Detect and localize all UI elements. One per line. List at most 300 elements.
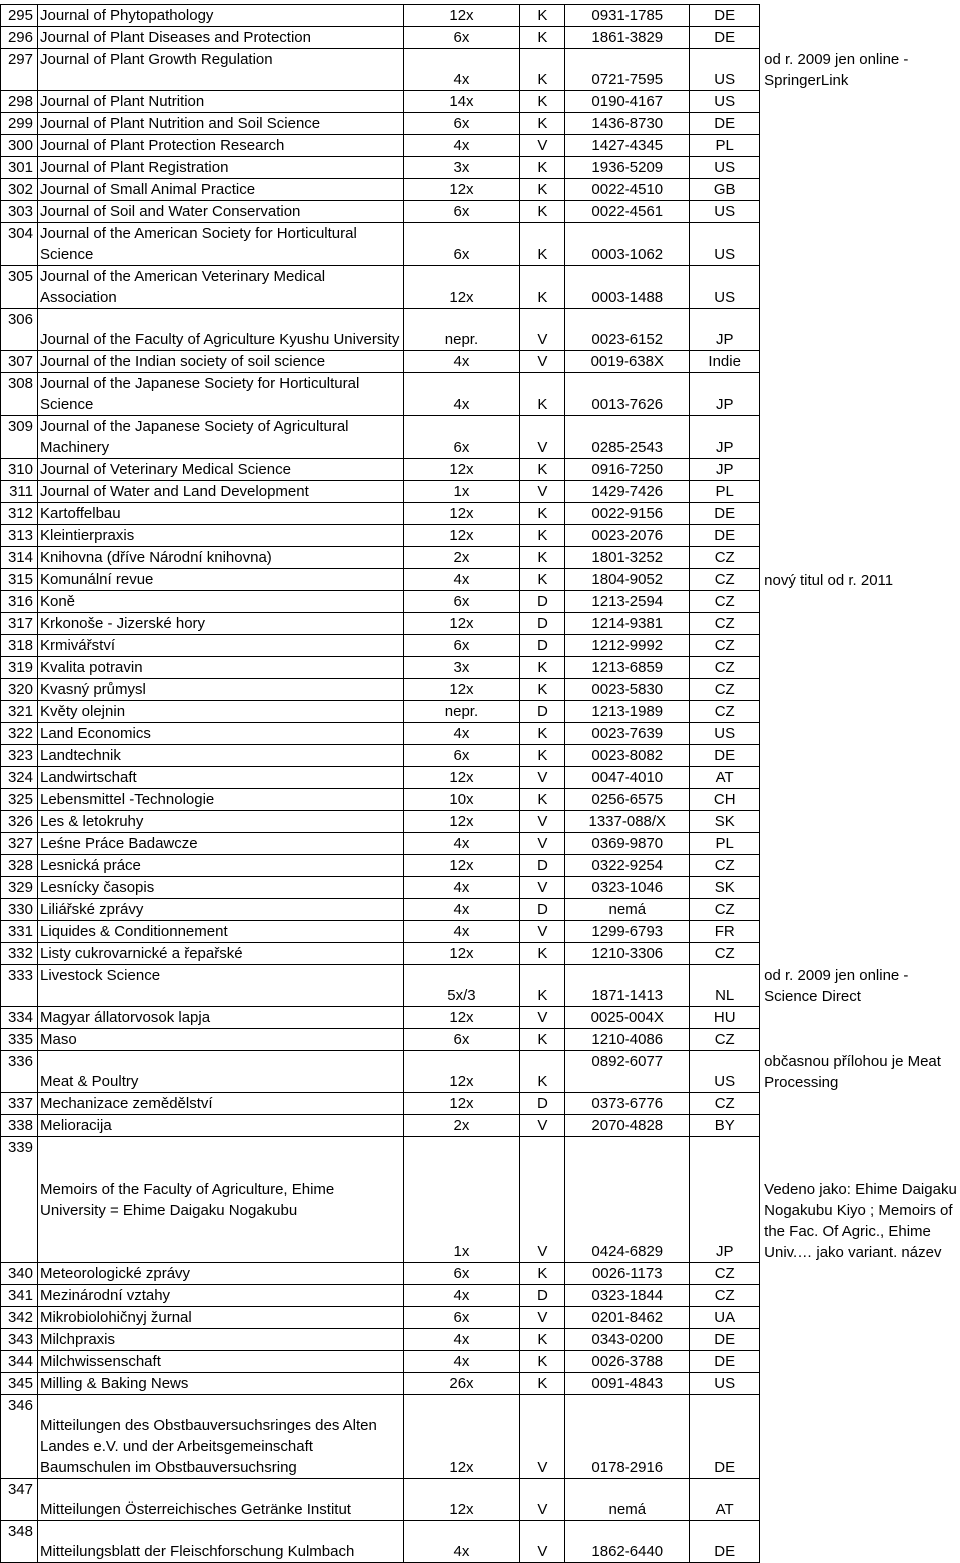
table-row <box>1 266 960 309</box>
frequency: 6x <box>403 416 520 459</box>
type-code: K <box>520 525 565 547</box>
issn: 0343-0200 <box>565 1329 690 1351</box>
issn: 0003-1062 <box>565 223 690 266</box>
row-number: 299 <box>1 113 38 135</box>
note <box>760 745 960 767</box>
journal-title: Krkonoše - Jizerské hory <box>37 613 403 635</box>
journal-title: Liliářské zprávy <box>37 899 403 921</box>
issn: 1337-088/X <box>565 811 690 833</box>
country-code: US <box>690 1373 760 1395</box>
row-number: 337 <box>1 1093 38 1115</box>
note <box>760 1263 960 1285</box>
country-code: PL <box>690 833 760 855</box>
table-row <box>1 679 960 701</box>
frequency: 12x <box>403 767 520 789</box>
journal-title: Journal of Plant Diseases and Protection <box>37 27 403 49</box>
type-code: V <box>520 811 565 833</box>
country-code: CZ <box>690 547 760 569</box>
row-number: 342 <box>1 1307 38 1329</box>
type-code: K <box>520 201 565 223</box>
row-number: 317 <box>1 613 38 635</box>
issn: 1214-9381 <box>565 613 690 635</box>
frequency: 12x <box>403 266 520 309</box>
issn: 0023-5830 <box>565 679 690 701</box>
note <box>760 5 960 27</box>
issn: 0424-6829 <box>565 1137 690 1263</box>
journal-title: Journal of Water and Land Development <box>37 481 403 503</box>
issn: 1436-8730 <box>565 113 690 135</box>
note <box>760 91 960 113</box>
frequency: 6x <box>403 223 520 266</box>
row-number: 321 <box>1 701 38 723</box>
issn: 0178-2916 <box>565 1395 690 1479</box>
type-code: K <box>520 27 565 49</box>
note <box>760 855 960 877</box>
table-row <box>1 201 960 223</box>
journal-title: Milling & Baking News <box>37 1373 403 1395</box>
country-code: US <box>690 723 760 745</box>
row-number: 328 <box>1 855 38 877</box>
type-code: D <box>520 1285 565 1307</box>
table-row <box>1 701 960 723</box>
frequency: 6x <box>403 591 520 613</box>
row-number: 297 <box>1 49 38 91</box>
row-number: 331 <box>1 921 38 943</box>
frequency: 12x <box>403 459 520 481</box>
frequency: 12x <box>403 1395 520 1479</box>
frequency: 4x <box>403 49 520 91</box>
issn: 1210-4086 <box>565 1029 690 1051</box>
journal-title: Kartoffelbau <box>37 503 403 525</box>
country-code: US <box>690 201 760 223</box>
type-code: K <box>520 569 565 591</box>
issn: 1429-7426 <box>565 481 690 503</box>
journal-title: Mitteilungen des Obstbauversuchsringes des Alten Landes e.V. und der Arbeitsgemeinschaft Baumschulen im Obstbauversuchsring <box>37 1395 403 1479</box>
country-code: HU <box>690 1007 760 1029</box>
frequency: 6x <box>403 1263 520 1285</box>
journal-title: Journal of the Indian society of soil science <box>37 351 403 373</box>
row-number: 334 <box>1 1007 38 1029</box>
table-row <box>1 113 960 135</box>
issn: 0201-8462 <box>565 1307 690 1329</box>
issn: 1213-1989 <box>565 701 690 723</box>
country-code: CZ <box>690 569 760 591</box>
note <box>760 899 960 921</box>
issn: 2070-4828 <box>565 1115 690 1137</box>
journal-title: Journal of the American Veterinary Medical Association <box>37 266 403 309</box>
note: Vedeno jako: Ehime Daigaku Nogakubu Kiyo ; Memoirs of the Fac. Of Agric., Ehime Univ.… jako variant. název <box>764 1180 957 1261</box>
type-code: K <box>520 1351 565 1373</box>
table-row <box>1 547 960 569</box>
country-code: CZ <box>690 1029 760 1051</box>
type-code: K <box>520 266 565 309</box>
table-row <box>1 27 960 49</box>
row-number: 316 <box>1 591 38 613</box>
issn: 0003-1488 <box>565 266 690 309</box>
issn: 1210-3306 <box>565 943 690 965</box>
row-number: 326 <box>1 811 38 833</box>
issn: 0190-4167 <box>565 91 690 113</box>
type-code: V <box>520 877 565 899</box>
table-row <box>1 309 960 351</box>
frequency: 6x <box>403 113 520 135</box>
country-code: CZ <box>690 1285 760 1307</box>
country-code: JP <box>690 373 760 416</box>
type-code: V <box>520 1307 565 1329</box>
row-number: 345 <box>1 1373 38 1395</box>
frequency: 4x <box>403 1329 520 1351</box>
table-row <box>1 503 960 525</box>
issn: 0931-1785 <box>565 5 690 27</box>
table-row <box>1 1351 960 1373</box>
country-code: UA <box>690 1307 760 1329</box>
note <box>760 27 960 49</box>
table-row <box>1 459 960 481</box>
country-code: DE <box>690 1351 760 1373</box>
journal-title: Meteorologické zprávy <box>37 1263 403 1285</box>
type-code: D <box>520 1093 565 1115</box>
table-row <box>1 1007 960 1029</box>
issn: 0019-638X <box>565 351 690 373</box>
journal-title: Leśne Práce Badawcze <box>37 833 403 855</box>
table-row <box>1 1329 960 1351</box>
country-code: US <box>690 157 760 179</box>
frequency: 4x <box>403 1521 520 1563</box>
table-row <box>1 1051 960 1093</box>
country-code: CH <box>690 789 760 811</box>
table-row <box>1 767 960 789</box>
note <box>760 1307 960 1329</box>
issn: 0256-6575 <box>565 789 690 811</box>
row-number: 333 <box>1 965 38 1007</box>
country-code: DE <box>690 1329 760 1351</box>
type-code: K <box>520 679 565 701</box>
table-row <box>1 1373 960 1395</box>
note <box>760 833 960 855</box>
country-code: CZ <box>690 1263 760 1285</box>
country-code: DE <box>690 1521 760 1563</box>
frequency: 6x <box>403 201 520 223</box>
row-number: 332 <box>1 943 38 965</box>
country-code: JP <box>690 309 760 351</box>
journal-title: Journal of the American Society for Horticultural Science <box>37 223 403 266</box>
issn: 0373-6776 <box>565 1093 690 1115</box>
journal-title: Memoirs of the Faculty of Agriculture, Ehime University = Ehime Daigaku Nogakubu <box>37 1137 403 1263</box>
row-number: 336 <box>1 1051 38 1093</box>
journal-title: Kleintierpraxis <box>37 525 403 547</box>
frequency: 12x <box>403 943 520 965</box>
frequency: 6x <box>403 745 520 767</box>
country-code: CZ <box>690 899 760 921</box>
table-row <box>1 1285 960 1307</box>
table-row <box>1 1263 960 1285</box>
journal-title: Landwirtschaft <box>37 767 403 789</box>
issn: 1936-5209 <box>565 157 690 179</box>
row-number: 325 <box>1 789 38 811</box>
frequency: 4x <box>403 351 520 373</box>
country-code: SK <box>690 877 760 899</box>
note <box>760 1329 960 1351</box>
journal-title: Milchwissenschaft <box>37 1351 403 1373</box>
frequency: 4x <box>403 833 520 855</box>
note <box>760 789 960 811</box>
row-number: 301 <box>1 157 38 179</box>
frequency: 4x <box>403 1285 520 1307</box>
note <box>760 223 960 266</box>
note <box>760 767 960 789</box>
note <box>760 811 960 833</box>
row-number: 311 <box>1 481 38 503</box>
frequency: 1x <box>403 1137 520 1263</box>
journal-title: Liquides & Conditionnement <box>37 921 403 943</box>
note <box>760 723 960 745</box>
note <box>760 157 960 179</box>
journal-title: Květy olejnin <box>37 701 403 723</box>
frequency: 12x <box>403 1007 520 1029</box>
country-code: GB <box>690 179 760 201</box>
table-row <box>1 135 960 157</box>
row-number: 322 <box>1 723 38 745</box>
type-code: K <box>520 223 565 266</box>
row-number: 309 <box>1 416 38 459</box>
frequency: 6x <box>403 1307 520 1329</box>
country-code: DE <box>690 745 760 767</box>
journal-title: Lesnícky časopis <box>37 877 403 899</box>
issn: 0022-4561 <box>565 201 690 223</box>
table-row <box>1 1137 960 1263</box>
note: od r. 2009 jen online - SpringerLink <box>764 50 909 89</box>
country-code: CZ <box>690 613 760 635</box>
type-code: V <box>520 921 565 943</box>
journal-title: Lesnická práce <box>37 855 403 877</box>
table-row <box>1 5 960 27</box>
issn: 1861-3829 <box>565 27 690 49</box>
country-code: CZ <box>690 679 760 701</box>
journal-title: Mikrobiolohičnyj žurnal <box>37 1307 403 1329</box>
type-code: K <box>520 1029 565 1051</box>
frequency: 4x <box>403 899 520 921</box>
row-number: 305 <box>1 266 38 309</box>
type-code: K <box>520 503 565 525</box>
issn: 0023-7639 <box>565 723 690 745</box>
issn: 1801-3252 <box>565 547 690 569</box>
type-code: V <box>520 416 565 459</box>
country-code: DE <box>690 525 760 547</box>
type-code: K <box>520 965 565 1007</box>
country-code: CZ <box>690 635 760 657</box>
table-row <box>1 157 960 179</box>
table-row <box>1 91 960 113</box>
issn: 0013-7626 <box>565 373 690 416</box>
note: od r. 2009 jen online - Science Direct <box>764 966 909 1005</box>
table-row <box>1 525 960 547</box>
frequency: 12x <box>403 525 520 547</box>
type-code: K <box>520 943 565 965</box>
frequency: nepr. <box>403 701 520 723</box>
journal-title: Milchpraxis <box>37 1329 403 1351</box>
note <box>760 547 960 569</box>
row-number: 302 <box>1 179 38 201</box>
row-number: 329 <box>1 877 38 899</box>
table-row <box>1 481 960 503</box>
row-number: 306 <box>1 309 38 351</box>
note <box>760 701 960 723</box>
row-number: 296 <box>1 27 38 49</box>
journal-title: Komunální revue <box>37 569 403 591</box>
issn: 0892-6077 <box>565 1051 690 1093</box>
table-row <box>1 373 960 416</box>
table-row <box>1 49 960 91</box>
journal-title: Les & letokruhy <box>37 811 403 833</box>
row-number: 330 <box>1 899 38 921</box>
country-code: JP <box>690 416 760 459</box>
note: občasnou přílohou je Meat Processing <box>764 1052 941 1091</box>
journal-title: Mechanizace zemědělství <box>37 1093 403 1115</box>
type-code: V <box>520 351 565 373</box>
table-row <box>1 1521 960 1563</box>
type-code: K <box>520 789 565 811</box>
type-code: V <box>520 1115 565 1137</box>
journal-title: Meat & Poultry <box>37 1051 403 1093</box>
row-number: 347 <box>1 1479 38 1521</box>
note <box>760 459 960 481</box>
journal-title: Mitteilungen Österreichisches Getränke Institut <box>37 1479 403 1521</box>
frequency: 1x <box>403 481 520 503</box>
country-code: DE <box>690 5 760 27</box>
frequency: 3x <box>403 157 520 179</box>
issn: 1213-6859 <box>565 657 690 679</box>
row-number: 327 <box>1 833 38 855</box>
note <box>760 679 960 701</box>
frequency: 12x <box>403 811 520 833</box>
note <box>760 1395 960 1479</box>
issn: 0023-8082 <box>565 745 690 767</box>
note <box>760 135 960 157</box>
journal-title: Journal of Plant Nutrition <box>37 91 403 113</box>
table-row <box>1 591 960 613</box>
frequency: 4x <box>403 1351 520 1373</box>
frequency: 12x <box>403 179 520 201</box>
country-code: BY <box>690 1115 760 1137</box>
issn: 0369-9870 <box>565 833 690 855</box>
country-code: US <box>690 266 760 309</box>
country-code: US <box>690 91 760 113</box>
table-row <box>1 877 960 899</box>
journal-title: Journal of Veterinary Medical Science <box>37 459 403 481</box>
country-code: PL <box>690 135 760 157</box>
type-code: K <box>520 745 565 767</box>
table-row <box>1 1307 960 1329</box>
issn: 0047-4010 <box>565 767 690 789</box>
country-code: SK <box>690 811 760 833</box>
type-code: K <box>520 179 565 201</box>
table-row <box>1 657 960 679</box>
journal-title: Journal of Plant Registration <box>37 157 403 179</box>
type-code: K <box>520 373 565 416</box>
frequency: 12x <box>403 679 520 701</box>
issn: 0721-7595 <box>565 49 690 91</box>
country-code: CZ <box>690 1093 760 1115</box>
note <box>760 943 960 965</box>
frequency: 26x <box>403 1373 520 1395</box>
table-row <box>1 1395 960 1479</box>
frequency: 14x <box>403 91 520 113</box>
table-row <box>1 569 960 591</box>
country-code: JP <box>690 459 760 481</box>
frequency: 5x/3 <box>403 965 520 1007</box>
frequency: 12x <box>403 1093 520 1115</box>
type-code: K <box>520 1373 565 1395</box>
type-code: V <box>520 309 565 351</box>
frequency: 4x <box>403 877 520 899</box>
note <box>760 657 960 679</box>
country-code: NL <box>690 965 760 1007</box>
note <box>760 921 960 943</box>
type-code: V <box>520 1479 565 1521</box>
journal-title: Kvasný průmysl <box>37 679 403 701</box>
row-number: 312 <box>1 503 38 525</box>
issn: 1871-1413 <box>565 965 690 1007</box>
journal-title: Maso <box>37 1029 403 1051</box>
journal-title: Journal of the Japanese Society of Agricultural Machinery <box>37 416 403 459</box>
journal-title: Lebensmittel -Technologie <box>37 789 403 811</box>
country-code: DE <box>690 1395 760 1479</box>
note <box>760 635 960 657</box>
journal-title: Land Economics <box>37 723 403 745</box>
table-row <box>1 811 960 833</box>
table-row <box>1 723 960 745</box>
frequency: 4x <box>403 569 520 591</box>
country-code: CZ <box>690 855 760 877</box>
row-number: 339 <box>1 1137 38 1263</box>
frequency: 4x <box>403 373 520 416</box>
row-number: 313 <box>1 525 38 547</box>
note <box>760 416 960 459</box>
table-row <box>1 351 960 373</box>
journal-table-body <box>1 5 960 1563</box>
issn: nemá <box>565 1479 690 1521</box>
frequency: 12x <box>403 613 520 635</box>
issn: 0022-4510 <box>565 179 690 201</box>
note <box>760 481 960 503</box>
country-code: DE <box>690 503 760 525</box>
row-number: 323 <box>1 745 38 767</box>
table-row <box>1 179 960 201</box>
frequency: 3x <box>403 657 520 679</box>
row-number: 344 <box>1 1351 38 1373</box>
type-code: K <box>520 91 565 113</box>
journal-title: Journal of Soil and Water Conservation <box>37 201 403 223</box>
frequency: 12x <box>403 1051 520 1093</box>
row-number: 338 <box>1 1115 38 1137</box>
note <box>760 351 960 373</box>
frequency: 12x <box>403 503 520 525</box>
table-row <box>1 613 960 635</box>
country-code: AT <box>690 767 760 789</box>
note <box>760 1007 960 1029</box>
type-code: D <box>520 613 565 635</box>
issn: 1213-2594 <box>565 591 690 613</box>
note: nový titul od r. 2011 <box>764 571 894 589</box>
type-code: K <box>520 723 565 745</box>
issn: 1299-6793 <box>565 921 690 943</box>
table-row <box>1 416 960 459</box>
frequency: 10x <box>403 789 520 811</box>
note <box>760 591 960 613</box>
issn: 0091-4843 <box>565 1373 690 1395</box>
issn: 0022-9156 <box>565 503 690 525</box>
journal-title: Journal of Plant Growth Regulation <box>37 49 403 91</box>
